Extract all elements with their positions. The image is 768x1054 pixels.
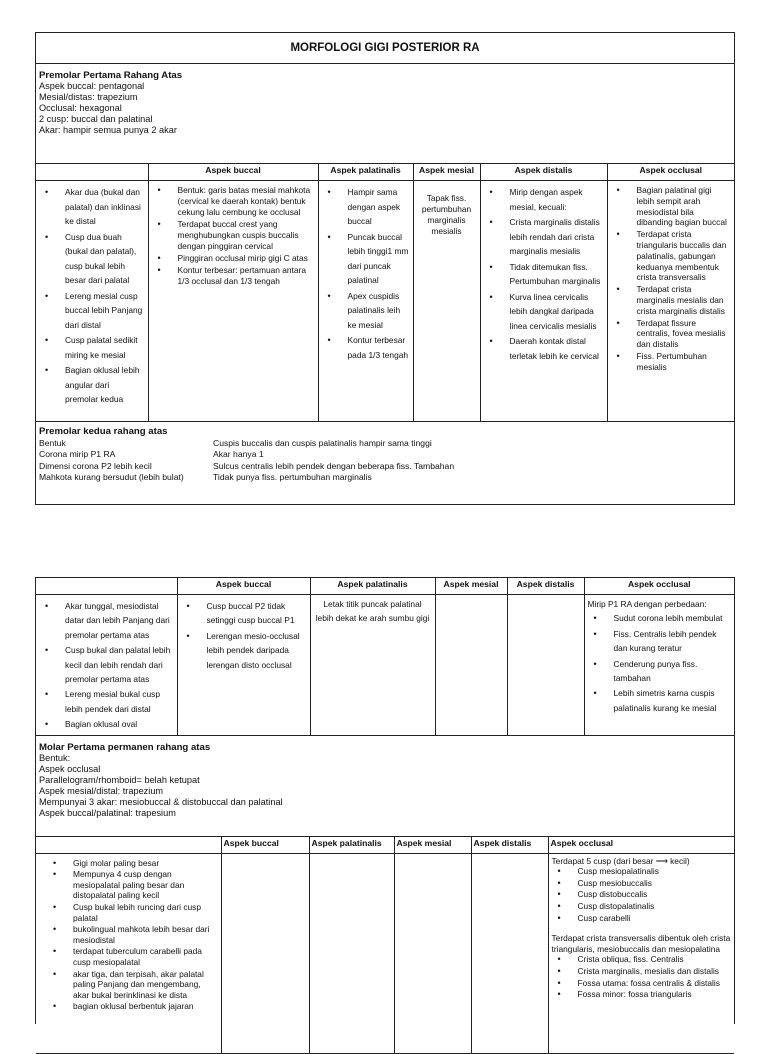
- list-item: • Lebih simetris karna cuspis palatinalis kurang ke mesial: [614, 686, 732, 715]
- spacer: [552, 924, 732, 933]
- list-item: • Sudut corona lebih membulat: [614, 611, 732, 625]
- list-item: • Fiss. Centralis lebih pendek dan kurang teratur: [614, 627, 732, 656]
- list-item: • Terdapat buccal crest yang menghubungkan cuspis buccalis dengan pinggiran cervical: [178, 219, 315, 252]
- p2-row: [39, 449, 731, 461]
- header-cell: Aspek palatinalis: [309, 836, 394, 853]
- p2-left: Mahkota kurang bersudut (lebih bulat): [39, 472, 184, 483]
- list-item: • Cusp distopalatinalis: [578, 901, 732, 912]
- list-item: • Bagian oklusal oval: [65, 717, 174, 731]
- mesial-cell: [435, 595, 507, 736]
- distalis-cell: [480, 181, 607, 422]
- m1-line: Parallelogram/rhomboid= belah ketupat: [39, 774, 200, 785]
- palatinalis-text: Letak titik puncak palatinal lebih dekat ke arah sumbu gigi: [315, 599, 430, 624]
- occlusal-cell: [548, 853, 734, 1053]
- p2-right: Sulcus centralis lebih pendek dengan beberapa fiss. Tambahan: [213, 460, 455, 471]
- occlusal-intro: Terdapat 5 cusp (dari besar ⟶ kecil): [551, 855, 690, 866]
- p2-row: [39, 461, 731, 473]
- header-cell: Aspek buccal: [221, 836, 309, 853]
- header-cell: [36, 164, 148, 181]
- header-cell: Aspek distalis: [507, 578, 584, 595]
- distalis-cell: [507, 595, 584, 736]
- premolar-section: [35, 32, 735, 505]
- header-cell: Aspek occlusal: [607, 164, 734, 181]
- list-item: • Kontur terbesar: pertamuan antara 1/3 occlusal dan 1/3 tengah: [178, 265, 315, 287]
- list-item: • bukolingual mahkota lebih besar dari mesiodistal: [73, 924, 218, 945]
- list-item: • Crista marginalis distalis lebih rendah dari crista marginalis mesialis: [510, 215, 604, 259]
- m1-line: Aspek mesial/distal: trapezium: [39, 785, 164, 796]
- list-item: • Cusp bukal lebih runcing dari cusp palatal: [73, 902, 218, 923]
- m1-line: Aspek buccal/palatinal: trapesium: [39, 807, 176, 818]
- occlusal-intro: Mirip P1 RA dengan perbedaan:: [587, 599, 707, 609]
- p2-left: Bentuk: [39, 437, 66, 448]
- crista-intro: Terdapat crista transversalis dibentuk oleh crista triangularis, mesiobuccalis dan mesiopalatina: [551, 933, 731, 954]
- p2-row: [39, 438, 731, 450]
- m1-line: Mempunyai 3 akar: mesiobuccal & distobuccal dan palatinal: [39, 796, 283, 807]
- list-item: • Fiss. Pertumbuhan mesialis: [637, 351, 732, 373]
- list-item: • akar tiga, dan terpisah, akar palatal paling Panjang dan mengembang, akar bukal berinklinasi ke dista: [73, 969, 218, 1001]
- m1-table: [36, 836, 734, 1054]
- mesial-text: Tapak fiss. pertumbuhan marginalis mesialis: [421, 193, 472, 236]
- header-cell: Aspek mesial: [394, 836, 471, 853]
- p1-line: Aspek buccal: pentagonal: [39, 81, 145, 91]
- list-item: • Cusp palatal sedikit miring ke mesial: [65, 333, 145, 362]
- list-item: • Mirip dengan aspek mesial, kecuali:: [510, 185, 604, 214]
- m1-line: Bentuk:: [39, 752, 71, 763]
- header-cell: Aspek mesial: [413, 164, 480, 181]
- p1-line: Akar: hampir semua punya 2 akar: [39, 125, 177, 135]
- occlusal-cell: [607, 181, 734, 422]
- general-cell: [36, 595, 177, 736]
- list-item: • Cusp carabelli: [578, 913, 732, 924]
- p2-left: Corona mirip P1 RA: [39, 449, 116, 460]
- header-cell: Aspek palatinalis: [310, 578, 435, 595]
- p2-heading: Premolar kedua rahang atas: [39, 426, 168, 437]
- list-item: • Gigi molar paling besar: [73, 858, 218, 869]
- list-item: • Cusp buccal P2 tidak setinggi cusp buccal P1: [207, 599, 307, 628]
- list-item: • bagian oklusal berbentuk jajaran: [73, 1001, 218, 1012]
- list-item: • Akar dua (bukal dan palatal) dan inklinasi ke distal: [65, 185, 145, 229]
- p2-left: Dimensi corona P2 lebih kecil: [39, 460, 152, 471]
- distalis-cell: [471, 853, 548, 1053]
- header-cell: Aspek occlusal: [548, 836, 734, 853]
- header-cell: Aspek palatinalis: [318, 164, 413, 181]
- header-cell: [36, 836, 221, 853]
- header-cell: Aspek buccal: [148, 164, 318, 181]
- m1-line: Aspek occlusal: [39, 763, 101, 774]
- p1-table: [36, 163, 734, 422]
- p2-row: [39, 472, 731, 484]
- list-item: • Mempunya 4 cusp dengan mesiopalatal paling besar dan distopalatal paling kecil: [73, 869, 218, 901]
- p2-right: Akar hanya 1: [213, 449, 264, 460]
- header-cell: Aspek distalis: [480, 164, 607, 181]
- p1-line: Mesial/distas: trapezium: [39, 92, 138, 102]
- list-item: • Tidak ditemukan fiss. Pertumbuhan marginalis: [510, 260, 604, 289]
- list-item: • terdapat tuberculum carabelli pada cusp mesiopalatal: [73, 946, 218, 967]
- p1-heading: Premolar Pertama Rahang Atas: [39, 70, 183, 81]
- buccal-cell: [177, 595, 310, 736]
- list-item: • Cusp distobuccalis: [578, 889, 732, 900]
- palatinalis-cell: [309, 853, 394, 1053]
- list-item: • Bentuk: garis batas mesial mahkota (cervical ke daerah kontak) bentuk cekung lalu cembung ke occlusal: [178, 185, 315, 218]
- p1-intro: [36, 64, 734, 175]
- list-item: • Lerengan mesio-occlusal lebih pendek daripada lerengan disto occlusal: [207, 629, 307, 672]
- palatinalis-cell: [318, 181, 413, 422]
- m1-intro: [36, 736, 734, 836]
- header-cell: [36, 578, 177, 595]
- header-cell: Aspek distalis: [471, 836, 548, 853]
- list-item: • Cusp mesiopalatinalis: [578, 866, 732, 877]
- list-item: • Cusp mesiobuccalis: [578, 878, 732, 889]
- list-item: • Akar tunggal, mesiodistal datar dan lebih Panjang dari premolar pertama atas: [65, 599, 174, 642]
- m1-heading: Molar Pertama permanen rahang atas: [39, 741, 211, 753]
- mesial-cell: [413, 181, 480, 422]
- list-item: • Cusp bukal dan palatal lebih kecil dan lebih rendah dari premolar pertama atas: [65, 643, 174, 686]
- occlusal-cell: [584, 595, 734, 736]
- premolar2-molar-section: [35, 577, 735, 1024]
- list-item: • Fossa utama: fossa centralis & distalis: [578, 978, 732, 989]
- list-item: • Bagian palatinal gigi lebih sempit arah mesiodistal bila dibanding bagian buccal: [637, 185, 732, 228]
- list-item: • Bagian oklusal lebih angular dari premolar kedua: [65, 363, 145, 407]
- list-item: • Puncak buccal lebih tinggi1 mm dari puncak palatinal: [348, 230, 410, 288]
- list-item: • Crista marginalis, mesialis dan distalis: [578, 966, 732, 977]
- list-item: • Hampir sama dengan aspek buccal: [348, 185, 410, 229]
- list-item: • Terdapat fissure centralis, fovea mesialis dan distalis: [637, 318, 732, 350]
- list-item: • Fossa minor: fossa triangularis: [578, 989, 732, 1000]
- p1-line: 2 cusp: buccal dan palatinal: [39, 114, 153, 124]
- p2-right: Tidak punya fiss. pertumbuhan marginalis: [213, 472, 372, 483]
- p2-summary: [36, 422, 734, 488]
- header-cell: Aspek occlusal: [584, 578, 734, 595]
- buccal-cell: [221, 853, 309, 1053]
- list-item: • Cusp dua buah (bukal dan palatal), cusp bukal lebih besar dari palatal: [65, 230, 145, 288]
- list-item: • Kurva linea cervicalis lebih dangkal daripada linea cervicalis mesialis: [510, 290, 604, 334]
- list-item: • Terdapat crista triangularis buccalis dan palatinalis, gabungan keduanya membentuk crista transversalis: [637, 229, 732, 283]
- general-cell: [36, 853, 221, 1053]
- list-item: • Apex cuspidis palatinalis leih ke mesial: [348, 289, 410, 333]
- list-item: • Cenderung punya fiss. tambahan: [614, 657, 732, 686]
- general-cell: [36, 181, 148, 422]
- list-item: • Lereng mesial bukal cusp lebih pendek dari distal: [65, 687, 174, 716]
- header-cell: Aspek buccal: [177, 578, 310, 595]
- list-item: • Terdapat crista marginalis mesialis dan crista marginalis distalis: [637, 284, 732, 316]
- p2-right: Cuspis buccalis dan cuspis palatinalis hampir sama tinggi: [213, 437, 432, 448]
- list-item: • Kontur terbesar pada 1/3 tengah: [348, 333, 410, 362]
- palatinalis-cell: [310, 595, 435, 736]
- list-item: • Daerah kontak distal terletak lebih ke cervical: [510, 334, 604, 363]
- list-item: • Lereng mesial cusp buccal lebih Panjang dari distal: [65, 289, 145, 333]
- buccal-cell: [148, 181, 318, 422]
- p2-table: [36, 578, 734, 736]
- list-item: • Pinggiran occlusal mirip gigi C atas: [178, 253, 315, 264]
- mesial-cell: [394, 853, 471, 1053]
- page-title: MORFOLOGI GIGI POSTERIOR RA: [36, 33, 734, 64]
- header-cell: Aspek mesial: [435, 578, 507, 595]
- p1-line: Occlusal: hexagonal: [39, 103, 122, 113]
- list-item: • Crista obliqua, fiss. Centralis: [578, 954, 732, 965]
